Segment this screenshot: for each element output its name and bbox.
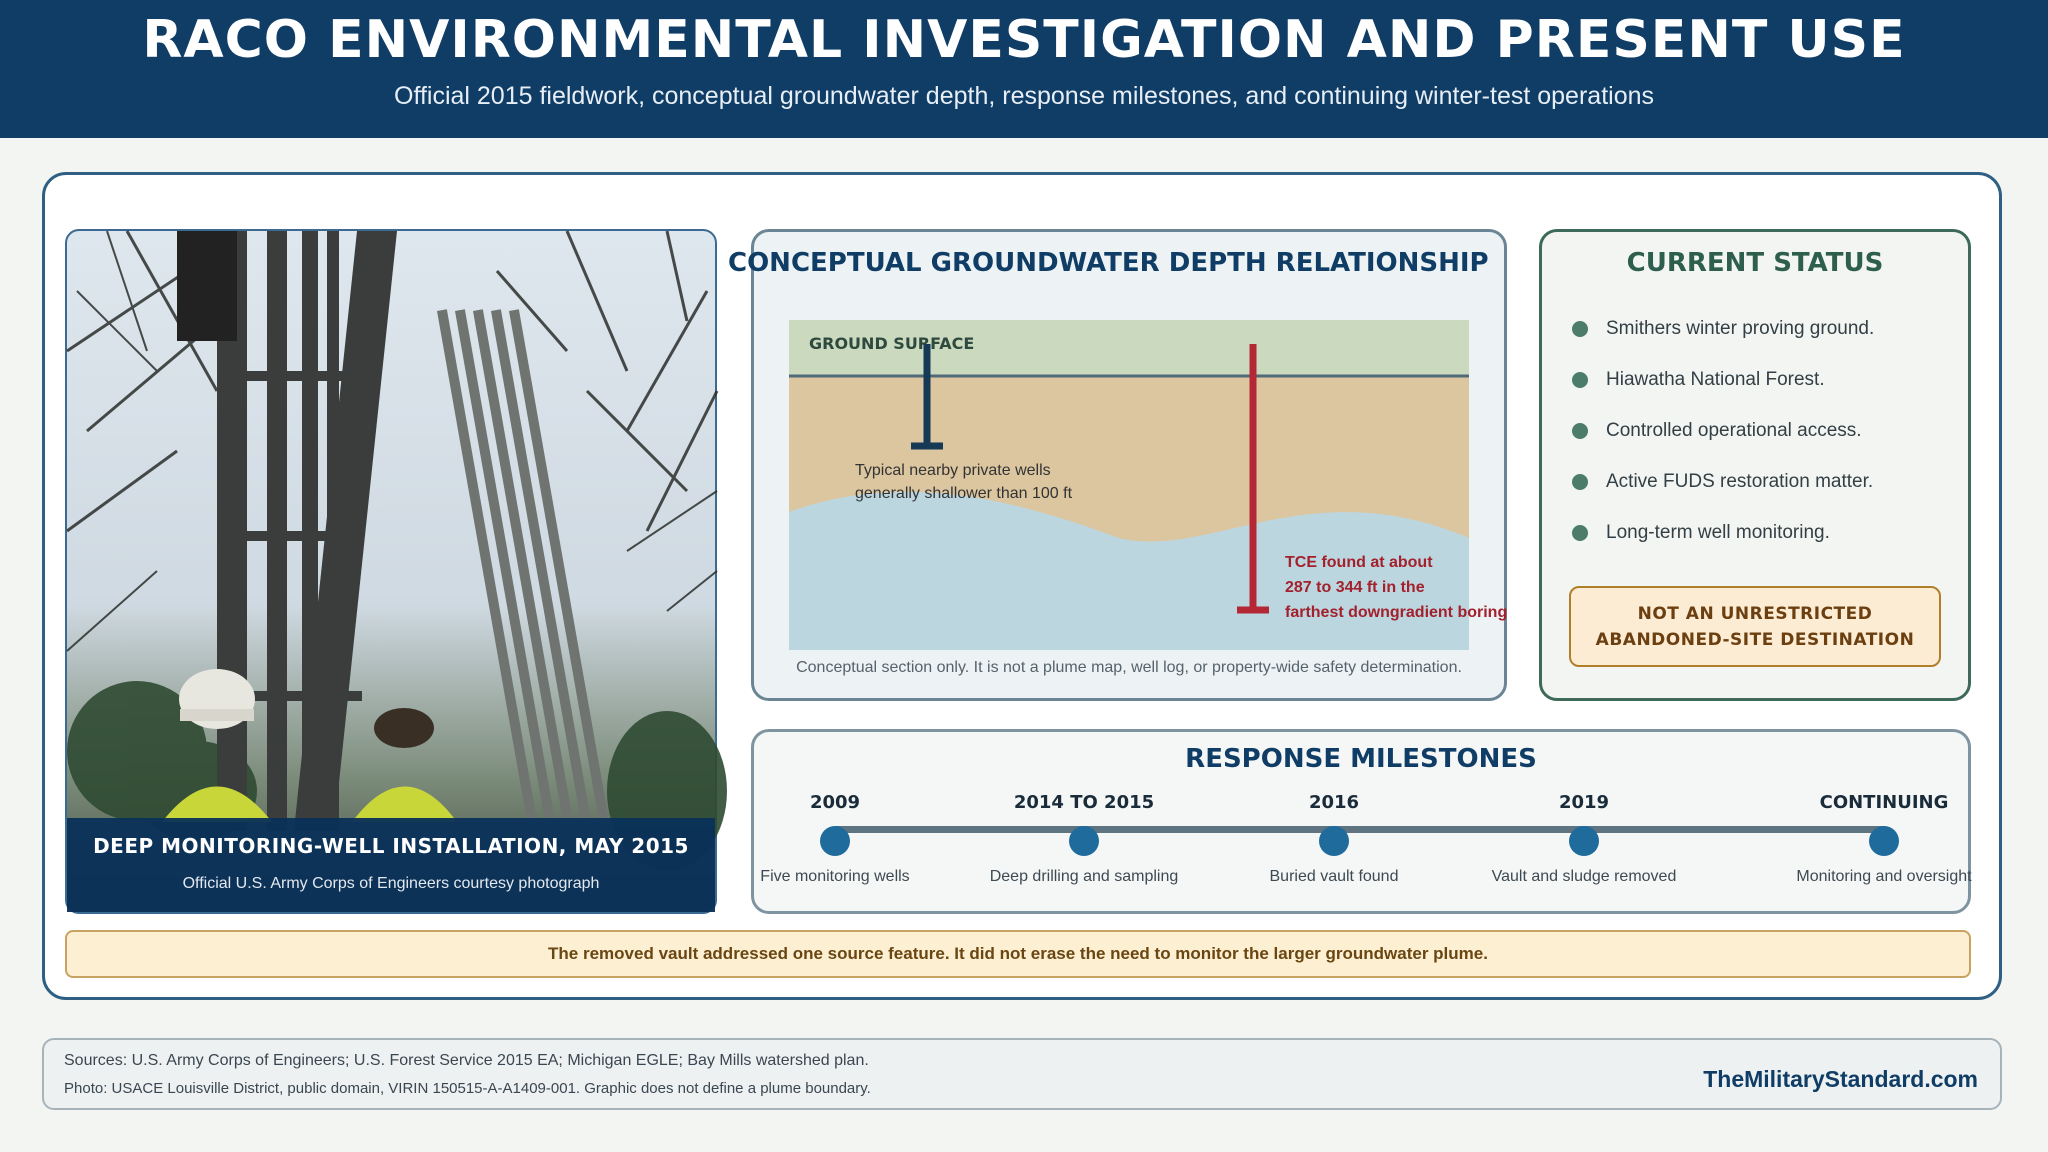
milestone-label: Deep drilling and sampling: [989, 868, 1179, 885]
status-item: [1570, 522, 1874, 573]
milestone-year: 2019: [1558, 792, 1610, 813]
groundwater-section-diagram: [789, 320, 1508, 650]
photo-caption-credit: Official U.S. Army Corps of Engineers courtesy photograph: [182, 875, 600, 892]
photo-credit-text: Photo: USACE Louisville District, public domain, VIRIN 150515-A-A1409-001. Graphic does not define a plume boundary.: [64, 1080, 871, 1097]
status-item-text: Long-term well monitoring.: [1606, 522, 1830, 543]
milestone-label: Five monitoring wells: [760, 868, 910, 885]
status-item-text: Active FUDS restoration matter.: [1606, 471, 1874, 492]
bullet-icon: [1572, 372, 1588, 388]
header-bar: [0, 0, 2048, 138]
vault-banner: The removed vault addressed one source feature. It did not erase the need to monitor the larger groundwater plume.: [65, 930, 1971, 978]
milestone-label: Vault and sludge removed: [1491, 868, 1677, 885]
milestone-node: [1069, 826, 1099, 856]
milestone: [1484, 792, 1684, 886]
photo-caption: [67, 818, 715, 912]
tce-label-3: farthest downgradient boring: [1285, 604, 1508, 621]
page-subtitle: Official 2015 fieldwork, conceptual groundwater depth, response milestones, and continuing winter-test operations: [394, 82, 1654, 110]
photo-caption-title: DEEP MONITORING-WELL INSTALLATION, MAY 2015: [93, 834, 689, 858]
warning-line-2: ABANDONED-SITE DESTINATION: [1595, 629, 1915, 650]
status-item-text: Smithers winter proving ground.: [1606, 318, 1875, 339]
tce-label-2: 287 to 344 ft in the: [1285, 579, 1425, 596]
private-wells-label-1: Typical nearby private wells: [855, 462, 1051, 479]
drilling-photo: [65, 229, 717, 914]
warning-line-1: NOT AN UNRESTRICTED: [1637, 603, 1873, 624]
milestone-node: [1869, 826, 1899, 856]
page-title: RACO ENVIRONMENTAL INVESTIGATION AND PRESENT USE: [142, 10, 1906, 70]
milestone-year: 2016: [1308, 792, 1360, 813]
status-item-text: Controlled operational access.: [1606, 420, 1862, 441]
milestone-label: Monitoring and oversight: [1796, 868, 1972, 885]
milestone-year: CONTINUING: [1819, 792, 1949, 813]
status-item: [1570, 420, 1874, 471]
access-warning-box: [1569, 586, 1941, 667]
bullet-icon: [1572, 423, 1588, 439]
status-item: [1570, 369, 1874, 420]
ground-surface-label: GROUND SURFACE: [809, 334, 975, 353]
milestone-label: Buried vault found: [1269, 868, 1399, 885]
status-title: CURRENT STATUS: [1626, 248, 1884, 278]
milestone: [735, 792, 935, 886]
status-item: [1570, 318, 1874, 369]
milestone-year: 2014 TO 2015: [1013, 792, 1155, 813]
milestone-node: [1569, 826, 1599, 856]
status-item-text: Hiawatha National Forest.: [1606, 369, 1825, 390]
brand-link[interactable]: TheMilitaryStandard.com: [1703, 1066, 1978, 1092]
drilling-rig-illustration: [67, 231, 719, 916]
bullet-icon: [1572, 474, 1588, 490]
bullet-icon: [1572, 525, 1588, 541]
groundwater-title: CONCEPTUAL GROUNDWATER DEPTH RELATIONSHIP: [728, 248, 1489, 278]
milestone-node: [1319, 826, 1349, 856]
status-item: [1570, 471, 1874, 522]
milestone-node: [820, 826, 850, 856]
milestone: [1784, 792, 1984, 886]
bullet-icon: [1572, 321, 1588, 337]
footer: [42, 1038, 2002, 1110]
milestone-year: 2009: [809, 792, 861, 813]
groundwater-note: Conceptual section only. It is not a plume map, well log, or property-wide safety determination.: [796, 659, 1462, 676]
milestone: [984, 792, 1184, 886]
sources-text: Sources: U.S. Army Corps of Engineers; U.S. Forest Service 2015 EA; Michigan EGLE; Bay Mills watershed plan.: [64, 1052, 869, 1069]
private-wells-label-2: generally shallower than 100 ft: [855, 485, 1073, 502]
milestones-title: RESPONSE MILESTONES: [1185, 744, 1537, 774]
tce-label-1: TCE found at about: [1285, 554, 1433, 571]
milestone: [1234, 792, 1434, 886]
status-list: [1570, 318, 1874, 573]
